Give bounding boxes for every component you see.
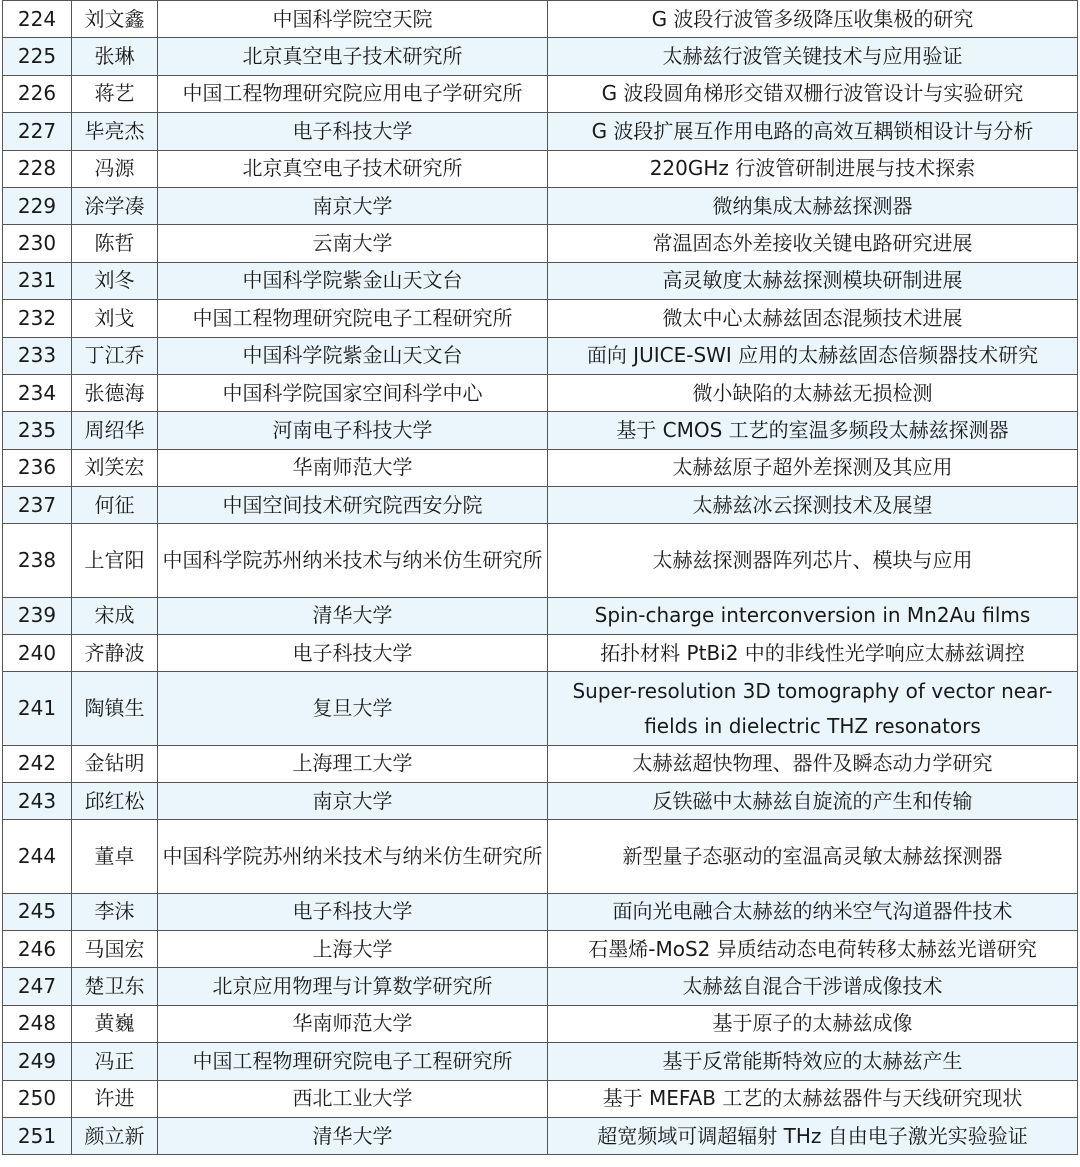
institution: 中国科学院苏州纳米技术与纳米仿生研究所 <box>158 524 548 597</box>
table-row <box>3 337 1078 374</box>
institution: 电子科技大学 <box>158 893 548 930</box>
speaker-name: 刘冬 <box>72 262 158 299</box>
institution: 中国科学院空天院 <box>158 1 548 38</box>
table-row <box>3 75 1078 112</box>
institution: 西北工业大学 <box>158 1080 548 1117</box>
row-number: 228 <box>3 150 72 187</box>
report-title: 高灵敏度太赫兹探测模块研制进展 <box>548 262 1078 299</box>
institution: 复旦大学 <box>158 672 548 745</box>
institution: 中国科学院国家空间科学中心 <box>158 374 548 411</box>
table-row <box>3 1 1078 38</box>
row-number: 231 <box>3 262 72 299</box>
report-title: 微纳集成太赫兹探测器 <box>548 187 1078 224</box>
table-row <box>3 893 1078 930</box>
row-number: 234 <box>3 374 72 411</box>
report-title: 太赫兹自混合干涉谱成像技术 <box>548 968 1078 1005</box>
row-number: 235 <box>3 412 72 449</box>
table-row <box>3 487 1078 524</box>
row-number: 226 <box>3 75 72 112</box>
report-title: 微太中心太赫兹固态混频技术进展 <box>548 300 1078 337</box>
institution: 云南大学 <box>158 225 548 262</box>
institution: 华南师范大学 <box>158 449 548 486</box>
speaker-name: 何征 <box>72 487 158 524</box>
row-number: 244 <box>3 820 72 893</box>
table-row <box>3 374 1078 411</box>
report-title: 太赫兹冰云探测技术及展望 <box>548 487 1078 524</box>
report-title: 220GHz 行波管研制进展与技术探索 <box>548 150 1078 187</box>
institution: 中国工程物理研究院电子工程研究所 <box>158 1043 548 1080</box>
report-title: 基于 CMOS 工艺的室温多频段太赫兹探测器 <box>548 412 1078 449</box>
institution: 中国工程物理研究院应用电子学研究所 <box>158 75 548 112</box>
report-title: 微小缺陷的太赫兹无损检测 <box>548 374 1078 411</box>
row-number: 230 <box>3 225 72 262</box>
speaker-name: 陈哲 <box>72 225 158 262</box>
speaker-name: 刘戈 <box>72 300 158 337</box>
table-row <box>3 930 1078 967</box>
row-number: 236 <box>3 449 72 486</box>
report-title: 超宽频域可调超辐射 THz 自由电子激光实验验证 <box>548 1117 1078 1154</box>
institution: 清华大学 <box>158 597 548 634</box>
institution: 南京大学 <box>158 187 548 224</box>
speaker-name: 许进 <box>72 1080 158 1117</box>
institution: 北京应用物理与计算数学研究所 <box>158 968 548 1005</box>
institution: 河南电子科技大学 <box>158 412 548 449</box>
report-title: 面向光电融合太赫兹的纳米空气沟道器件技术 <box>548 893 1078 930</box>
speaker-name: 马国宏 <box>72 930 158 967</box>
row-number: 243 <box>3 783 72 820</box>
speaker-name: 张德海 <box>72 374 158 411</box>
speaker-name: 李沫 <box>72 893 158 930</box>
row-number: 249 <box>3 1043 72 1080</box>
row-number: 232 <box>3 300 72 337</box>
row-number: 247 <box>3 968 72 1005</box>
speaker-name: 董卓 <box>72 820 158 893</box>
report-title: 面向 JUICE-SWI 应用的太赫兹固态倍频器技术研究 <box>548 337 1078 374</box>
speaker-name: 蒋艺 <box>72 75 158 112</box>
report-title: 新型量子态驱动的室温高灵敏太赫兹探测器 <box>548 820 1078 893</box>
table-row <box>3 38 1078 75</box>
institution: 电子科技大学 <box>158 113 548 150</box>
row-number: 239 <box>3 597 72 634</box>
report-title: 反铁磁中太赫兹自旋流的产生和传输 <box>548 783 1078 820</box>
speaker-name: 颜立新 <box>72 1117 158 1154</box>
report-title: 基于反常能斯特效应的太赫兹产生 <box>548 1043 1078 1080</box>
row-number: 224 <box>3 1 72 38</box>
institution: 南京大学 <box>158 783 548 820</box>
institution: 北京真空电子技术研究所 <box>158 150 548 187</box>
speaker-name: 涂学凑 <box>72 187 158 224</box>
report-title: G 波段扩展互作用电路的高效互耦锁相设计与分析 <box>548 113 1078 150</box>
institution: 北京真空电子技术研究所 <box>158 38 548 75</box>
table-row <box>3 1080 1078 1117</box>
speaker-name: 周绍华 <box>72 412 158 449</box>
speaker-name: 楚卫东 <box>72 968 158 1005</box>
table-row <box>3 300 1078 337</box>
table-row <box>3 150 1078 187</box>
institution: 中国科学院紫金山天文台 <box>158 337 548 374</box>
report-title: 太赫兹行波管关键技术与应用验证 <box>548 38 1078 75</box>
table-row <box>3 635 1078 672</box>
row-number: 242 <box>3 745 72 782</box>
speaker-name: 刘笑宏 <box>72 449 158 486</box>
row-number: 251 <box>3 1117 72 1154</box>
speaker-name: 毕亮杰 <box>72 113 158 150</box>
report-title: G 波段行波管多级降压收集极的研究 <box>548 1 1078 38</box>
speaker-name: 金钻明 <box>72 745 158 782</box>
row-number: 250 <box>3 1080 72 1117</box>
speaker-name: 冯源 <box>72 150 158 187</box>
report-title: G 波段圆角梯形交错双栅行波管设计与实验研究 <box>548 75 1078 112</box>
report-title: 太赫兹原子超外差探测及其应用 <box>548 449 1078 486</box>
row-number: 246 <box>3 930 72 967</box>
row-number: 225 <box>3 38 72 75</box>
row-number: 238 <box>3 524 72 597</box>
row-number: 248 <box>3 1005 72 1042</box>
table-row <box>3 262 1078 299</box>
report-title: Super-resolution 3D tomography of vector near-fields in dielectric THZ resonators <box>548 672 1078 745</box>
speaker-name: 上官阳 <box>72 524 158 597</box>
speaker-name: 齐静波 <box>72 635 158 672</box>
report-title: 常温固态外差接收关键电路研究进展 <box>548 225 1078 262</box>
speaker-name: 刘文鑫 <box>72 1 158 38</box>
speaker-name: 宋成 <box>72 597 158 634</box>
institution: 清华大学 <box>158 1117 548 1154</box>
report-title: 石墨烯-MoS2 异质结动态电荷转移太赫兹光谱研究 <box>548 930 1078 967</box>
table-row <box>3 1005 1078 1042</box>
table-row <box>3 187 1078 224</box>
institution: 中国工程物理研究院电子工程研究所 <box>158 300 548 337</box>
table-row <box>3 672 1078 745</box>
row-number: 233 <box>3 337 72 374</box>
speaker-name: 张琳 <box>72 38 158 75</box>
row-number: 227 <box>3 113 72 150</box>
row-number: 237 <box>3 487 72 524</box>
row-number: 240 <box>3 635 72 672</box>
report-title: 基于 MEFAB 工艺的太赫兹器件与天线研究现状 <box>548 1080 1078 1117</box>
table-row <box>3 449 1078 486</box>
report-table <box>2 0 1078 1155</box>
table-row <box>3 225 1078 262</box>
table-row <box>3 1043 1078 1080</box>
table-row <box>3 783 1078 820</box>
institution: 中国科学院紫金山天文台 <box>158 262 548 299</box>
table-row <box>3 745 1078 782</box>
table-row <box>3 113 1078 150</box>
speaker-name: 陶镇生 <box>72 672 158 745</box>
speaker-name: 丁江乔 <box>72 337 158 374</box>
table-row <box>3 524 1078 597</box>
report-title: 太赫兹超快物理、器件及瞬态动力学研究 <box>548 745 1078 782</box>
row-number: 245 <box>3 893 72 930</box>
speaker-name: 邱红松 <box>72 783 158 820</box>
report-title: 基于原子的太赫兹成像 <box>548 1005 1078 1042</box>
report-title: 太赫兹探测器阵列芯片、模块与应用 <box>548 524 1078 597</box>
table-row <box>3 597 1078 634</box>
table-row <box>3 820 1078 893</box>
row-number: 241 <box>3 672 72 745</box>
institution: 华南师范大学 <box>158 1005 548 1042</box>
report-title: Spin-charge interconversion in Mn2Au films <box>548 597 1078 634</box>
speaker-name: 冯正 <box>72 1043 158 1080</box>
institution: 电子科技大学 <box>158 635 548 672</box>
table-row <box>3 1117 1078 1154</box>
row-number: 229 <box>3 187 72 224</box>
report-title: 拓扑材料 PtBi2 中的非线性光学响应太赫兹调控 <box>548 635 1078 672</box>
table-row <box>3 968 1078 1005</box>
institution: 中国空间技术研究院西安分院 <box>158 487 548 524</box>
table-row <box>3 412 1078 449</box>
speaker-name: 黄巍 <box>72 1005 158 1042</box>
institution: 上海理工大学 <box>158 745 548 782</box>
institution: 上海大学 <box>158 930 548 967</box>
institution: 中国科学院苏州纳米技术与纳米仿生研究所 <box>158 820 548 893</box>
